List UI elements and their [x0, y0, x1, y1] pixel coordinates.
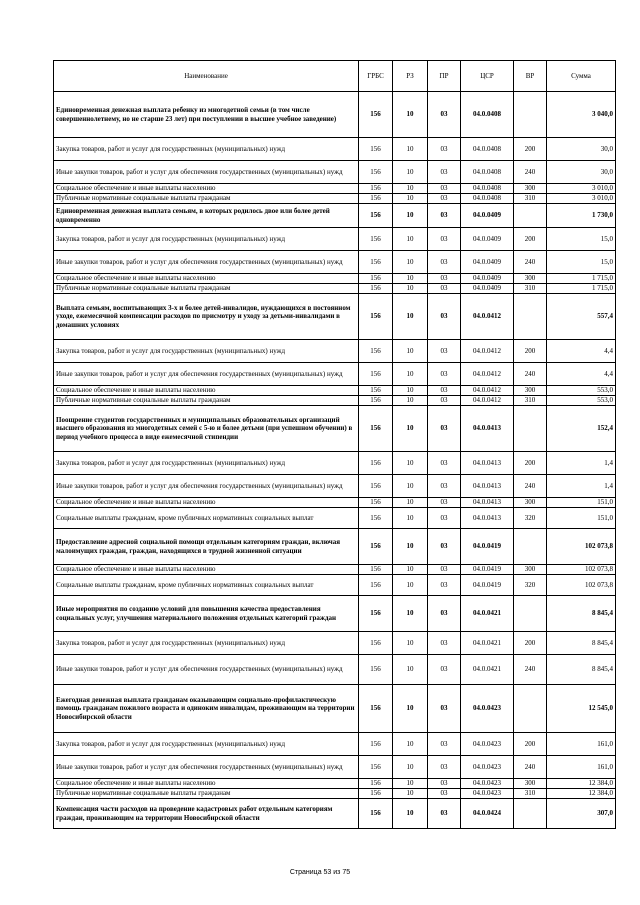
- table-row: [54, 274, 616, 284]
- cell-sum: 15,0: [547, 251, 616, 274]
- cell-sum: 30,0: [547, 161, 616, 184]
- cell-rz: 10: [393, 575, 428, 596]
- cell-csr: 04.0.0412: [461, 396, 514, 406]
- cell-grbs: 156: [359, 386, 393, 396]
- cell-csr: 04.0.0413: [461, 406, 514, 452]
- cell-name: Предоставление адресной социальной помощи отдельным категориям граждан, включая малоимущих граждан, граждан, находящихся в трудной жизненной ситуации: [54, 529, 359, 565]
- cell-csr: 04.0.0419: [461, 529, 514, 565]
- cell-pr: 03: [428, 294, 461, 340]
- cell-name: Публичные нормативные социальные выплаты гражданам: [54, 396, 359, 406]
- cell-sum: 3 040,0: [547, 92, 616, 138]
- cell-name: Закупка товаров, работ и услуг для государственных (муниципальных) нужд: [54, 228, 359, 251]
- cell-pr: 03: [428, 184, 461, 194]
- cell-csr: 04.0.0424: [461, 799, 514, 829]
- cell-rz: 10: [393, 138, 428, 161]
- cell-rz: 10: [393, 92, 428, 138]
- table-row: [54, 284, 616, 294]
- cell-vr: 310: [514, 789, 547, 799]
- table-row: [54, 184, 616, 194]
- cell-sum: 161,0: [547, 756, 616, 779]
- cell-vr: 300: [514, 386, 547, 396]
- header-name: Наименование: [54, 61, 359, 92]
- cell-rz: 10: [393, 452, 428, 475]
- cell-vr: 310: [514, 194, 547, 204]
- cell-rz: 10: [393, 655, 428, 685]
- cell-grbs: 156: [359, 340, 393, 363]
- cell-rz: 10: [393, 184, 428, 194]
- cell-name: Ежегодная денежная выплата гражданам оказывающим социально-профилактическую помощь гражданам пожилого возраста и одиноким инвалидам, проживающим на территории Новосибирской области: [54, 685, 359, 733]
- table-row: [54, 529, 616, 565]
- cell-pr: 03: [428, 396, 461, 406]
- table-row: [54, 452, 616, 475]
- cell-grbs: 156: [359, 204, 393, 228]
- cell-csr: 04.0.0408: [461, 92, 514, 138]
- cell-vr: 200: [514, 733, 547, 756]
- table-row: [54, 575, 616, 596]
- cell-pr: 03: [428, 575, 461, 596]
- cell-sum: 12 384,0: [547, 779, 616, 789]
- cell-vr: 300: [514, 274, 547, 284]
- cell-sum: 8 845,4: [547, 632, 616, 655]
- cell-sum: 12 545,0: [547, 685, 616, 733]
- cell-sum: 553,0: [547, 396, 616, 406]
- cell-grbs: 156: [359, 396, 393, 406]
- cell-rz: 10: [393, 475, 428, 498]
- cell-pr: 03: [428, 596, 461, 632]
- cell-grbs: 156: [359, 274, 393, 284]
- cell-pr: 03: [428, 789, 461, 799]
- cell-pr: 03: [428, 251, 461, 274]
- cell-rz: 10: [393, 565, 428, 575]
- cell-csr: 04.0.0419: [461, 565, 514, 575]
- cell-grbs: 156: [359, 529, 393, 565]
- cell-name: Закупка товаров, работ и услуг для государственных (муниципальных) нужд: [54, 733, 359, 756]
- table-row: [54, 294, 616, 340]
- cell-grbs: 156: [359, 284, 393, 294]
- cell-csr: 04.0.0421: [461, 596, 514, 632]
- header-vr: ВР: [514, 61, 547, 92]
- header-csr: ЦСР: [461, 61, 514, 92]
- cell-pr: 03: [428, 452, 461, 475]
- cell-rz: 10: [393, 799, 428, 829]
- table-row: [54, 565, 616, 575]
- cell-vr: 310: [514, 396, 547, 406]
- cell-sum: 12 384,0: [547, 789, 616, 799]
- cell-name: Социальное обеспечение и иные выплаты населению: [54, 274, 359, 284]
- cell-name: Единовременная денежная выплата ребенку из многодетной семьи (в том числе совершеннолетнему, но не старше 23 лет) при поступлении в высшее учебное заведение): [54, 92, 359, 138]
- header-pr: ПР: [428, 61, 461, 92]
- cell-sum: 151,0: [547, 508, 616, 529]
- table-row: [54, 92, 616, 138]
- cell-csr: 04.0.0409: [461, 228, 514, 251]
- cell-rz: 10: [393, 498, 428, 508]
- cell-rz: 10: [393, 529, 428, 565]
- cell-pr: 03: [428, 92, 461, 138]
- cell-vr: 310: [514, 284, 547, 294]
- cell-name: Закупка товаров, работ и услуг для государственных (муниципальных) нужд: [54, 452, 359, 475]
- cell-grbs: 156: [359, 228, 393, 251]
- table-row: [54, 363, 616, 386]
- table-row: [54, 779, 616, 789]
- cell-pr: 03: [428, 228, 461, 251]
- cell-name: Поощрение студентов государственных и муниципальных образовательных организаций высшего образования из многодетных семей с 5-ю и более детьми (при успешном обучении) в период учебного процесса в виде ежемесячной стипендии: [54, 406, 359, 452]
- cell-vr: [514, 406, 547, 452]
- cell-pr: 03: [428, 284, 461, 294]
- cell-rz: 10: [393, 733, 428, 756]
- cell-grbs: 156: [359, 138, 393, 161]
- cell-sum: 1,4: [547, 452, 616, 475]
- cell-csr: 04.0.0419: [461, 575, 514, 596]
- cell-csr: 04.0.0412: [461, 363, 514, 386]
- cell-name: Единовременная денежная выплата семьям, в которых родилось двое или более детей одновременно: [54, 204, 359, 228]
- table-row: [54, 340, 616, 363]
- cell-pr: 03: [428, 204, 461, 228]
- cell-rz: 10: [393, 508, 428, 529]
- table-row: [54, 161, 616, 184]
- cell-rz: 10: [393, 386, 428, 396]
- cell-sum: 8 845,4: [547, 596, 616, 632]
- cell-vr: [514, 685, 547, 733]
- cell-csr: 04.0.0423: [461, 685, 514, 733]
- cell-sum: 4,4: [547, 363, 616, 386]
- cell-vr: 300: [514, 779, 547, 789]
- cell-vr: 200: [514, 228, 547, 251]
- cell-rz: 10: [393, 340, 428, 363]
- cell-name: Иные закупки товаров, работ и услуг для обеспечения государственных (муниципальных) нужд: [54, 475, 359, 498]
- cell-vr: 200: [514, 632, 547, 655]
- budget-table: [53, 60, 616, 829]
- cell-rz: 10: [393, 228, 428, 251]
- table-row: [54, 386, 616, 396]
- cell-grbs: 156: [359, 799, 393, 829]
- cell-sum: 102 073,8: [547, 565, 616, 575]
- table-row: [54, 655, 616, 685]
- cell-name: Иные закупки товаров, работ и услуг для обеспечения государственных (муниципальных) нужд: [54, 756, 359, 779]
- cell-csr: 04.0.0421: [461, 632, 514, 655]
- cell-name: Социальные выплаты гражданам, кроме публичных нормативных социальных выплат: [54, 575, 359, 596]
- cell-grbs: 156: [359, 756, 393, 779]
- cell-pr: 03: [428, 529, 461, 565]
- cell-grbs: 156: [359, 184, 393, 194]
- cell-name: Социальное обеспечение и иные выплаты населению: [54, 386, 359, 396]
- page-footer: Страница 53 из 75: [289, 869, 351, 876]
- cell-grbs: 156: [359, 789, 393, 799]
- cell-sum: 161,0: [547, 733, 616, 756]
- cell-vr: 240: [514, 161, 547, 184]
- cell-name: Закупка товаров, работ и услуг для государственных (муниципальных) нужд: [54, 138, 359, 161]
- table-row: [54, 498, 616, 508]
- cell-csr: 04.0.0413: [461, 475, 514, 498]
- cell-csr: 04.0.0423: [461, 756, 514, 779]
- cell-name: Публичные нормативные социальные выплаты гражданам: [54, 789, 359, 799]
- table-row: [54, 475, 616, 498]
- cell-rz: 10: [393, 396, 428, 406]
- cell-name: Социальное обеспечение и иные выплаты населению: [54, 565, 359, 575]
- cell-pr: 03: [428, 363, 461, 386]
- cell-vr: [514, 799, 547, 829]
- cell-vr: 240: [514, 363, 547, 386]
- table-row: [54, 228, 616, 251]
- cell-vr: 300: [514, 184, 547, 194]
- table-row: [54, 508, 616, 529]
- cell-rz: 10: [393, 161, 428, 184]
- cell-sum: 1 730,0: [547, 204, 616, 228]
- header-rz: РЗ: [393, 61, 428, 92]
- cell-name: Выплата семьям, воспитывающих 3-х и более детей-инвалидов, нуждающихся в постоянном уходе, ежемесячной компенсации расходов по присмотру и уходу за детьми-инвалидами в домашних условиях: [54, 294, 359, 340]
- cell-vr: [514, 204, 547, 228]
- cell-grbs: 156: [359, 565, 393, 575]
- cell-rz: 10: [393, 756, 428, 779]
- cell-rz: 10: [393, 789, 428, 799]
- cell-pr: 03: [428, 161, 461, 184]
- cell-vr: 200: [514, 340, 547, 363]
- cell-rz: 10: [393, 406, 428, 452]
- cell-vr: 320: [514, 508, 547, 529]
- cell-grbs: 156: [359, 161, 393, 184]
- cell-csr: 04.0.0423: [461, 733, 514, 756]
- cell-name: Иные закупки товаров, работ и услуг для обеспечения государственных (муниципальных) нужд: [54, 161, 359, 184]
- cell-sum: 1 715,0: [547, 274, 616, 284]
- cell-rz: 10: [393, 294, 428, 340]
- cell-grbs: 156: [359, 406, 393, 452]
- cell-grbs: 156: [359, 655, 393, 685]
- cell-rz: 10: [393, 685, 428, 733]
- table-row: [54, 194, 616, 204]
- cell-rz: 10: [393, 632, 428, 655]
- cell-vr: 240: [514, 655, 547, 685]
- cell-pr: 03: [428, 194, 461, 204]
- cell-pr: 03: [428, 565, 461, 575]
- cell-name: Социальные выплаты гражданам, кроме публичных нормативных социальных выплат: [54, 508, 359, 529]
- table-row: [54, 406, 616, 452]
- table-row: [54, 138, 616, 161]
- cell-csr: 04.0.0412: [461, 340, 514, 363]
- cell-name: Социальное обеспечение и иные выплаты населению: [54, 498, 359, 508]
- cell-vr: 240: [514, 756, 547, 779]
- cell-sum: 4,4: [547, 340, 616, 363]
- cell-vr: 200: [514, 452, 547, 475]
- cell-vr: 320: [514, 575, 547, 596]
- cell-sum: 557,4: [547, 294, 616, 340]
- cell-vr: 300: [514, 498, 547, 508]
- cell-pr: 03: [428, 632, 461, 655]
- cell-pr: 03: [428, 340, 461, 363]
- cell-csr: 04.0.0409: [461, 251, 514, 274]
- cell-vr: 200: [514, 138, 547, 161]
- cell-grbs: 156: [359, 632, 393, 655]
- cell-csr: 04.0.0408: [461, 138, 514, 161]
- cell-csr: 04.0.0413: [461, 508, 514, 529]
- cell-name: Закупка товаров, работ и услуг для государственных (муниципальных) нужд: [54, 632, 359, 655]
- cell-name: Иные мероприятия по созданию условий для повышения качества предоставления социальных услуг, улучшения материального положения отдельных категорий граждан: [54, 596, 359, 632]
- cell-vr: [514, 92, 547, 138]
- cell-pr: 03: [428, 138, 461, 161]
- cell-pr: 03: [428, 386, 461, 396]
- cell-grbs: 156: [359, 498, 393, 508]
- cell-pr: 03: [428, 498, 461, 508]
- cell-csr: 04.0.0413: [461, 452, 514, 475]
- cell-vr: 300: [514, 565, 547, 575]
- cell-csr: 04.0.0421: [461, 655, 514, 685]
- cell-sum: 30,0: [547, 138, 616, 161]
- cell-csr: 04.0.0408: [461, 161, 514, 184]
- table-row: [54, 632, 616, 655]
- cell-csr: 04.0.0408: [461, 194, 514, 204]
- cell-csr: 04.0.0409: [461, 274, 514, 284]
- cell-sum: 307,0: [547, 799, 616, 829]
- cell-pr: 03: [428, 733, 461, 756]
- table-header-row: [54, 61, 616, 92]
- cell-sum: 3 010,0: [547, 194, 616, 204]
- cell-grbs: 156: [359, 685, 393, 733]
- cell-rz: 10: [393, 251, 428, 274]
- cell-sum: 8 845,4: [547, 655, 616, 685]
- cell-rz: 10: [393, 274, 428, 284]
- cell-name: Компенсация части расходов на проведение кадастровых работ отдельным категориям граждан, проживающим на территории Новосибирской области: [54, 799, 359, 829]
- cell-grbs: 156: [359, 475, 393, 498]
- cell-csr: 04.0.0409: [461, 204, 514, 228]
- table-row: [54, 756, 616, 779]
- cell-sum: 1,4: [547, 475, 616, 498]
- table-row: [54, 685, 616, 733]
- cell-grbs: 156: [359, 363, 393, 386]
- cell-vr: [514, 596, 547, 632]
- cell-csr: 04.0.0423: [461, 789, 514, 799]
- cell-pr: 03: [428, 779, 461, 789]
- cell-sum: 102 073,8: [547, 575, 616, 596]
- cell-grbs: 156: [359, 575, 393, 596]
- cell-vr: 240: [514, 251, 547, 274]
- cell-grbs: 156: [359, 294, 393, 340]
- cell-grbs: 156: [359, 194, 393, 204]
- table-row: [54, 789, 616, 799]
- table-row: [54, 799, 616, 829]
- cell-pr: 03: [428, 685, 461, 733]
- cell-vr: [514, 294, 547, 340]
- cell-pr: 03: [428, 655, 461, 685]
- cell-grbs: 156: [359, 92, 393, 138]
- cell-pr: 03: [428, 274, 461, 284]
- cell-grbs: 156: [359, 508, 393, 529]
- cell-name: Иные закупки товаров, работ и услуг для обеспечения государственных (муниципальных) нужд: [54, 655, 359, 685]
- cell-rz: 10: [393, 204, 428, 228]
- cell-rz: 10: [393, 596, 428, 632]
- cell-sum: 1 715,0: [547, 284, 616, 294]
- cell-rz: 10: [393, 779, 428, 789]
- cell-name: Закупка товаров, работ и услуг для государственных (муниципальных) нужд: [54, 340, 359, 363]
- cell-csr: 04.0.0412: [461, 386, 514, 396]
- cell-csr: 04.0.0413: [461, 498, 514, 508]
- table-row: [54, 733, 616, 756]
- cell-sum: 151,0: [547, 498, 616, 508]
- cell-csr: 04.0.0409: [461, 284, 514, 294]
- cell-name: Иные закупки товаров, работ и услуг для обеспечения государственных (муниципальных) нужд: [54, 363, 359, 386]
- cell-pr: 03: [428, 756, 461, 779]
- cell-name: Публичные нормативные социальные выплаты гражданам: [54, 284, 359, 294]
- cell-rz: 10: [393, 284, 428, 294]
- cell-rz: 10: [393, 363, 428, 386]
- cell-csr: 04.0.0412: [461, 294, 514, 340]
- cell-grbs: 156: [359, 596, 393, 632]
- cell-sum: 553,0: [547, 386, 616, 396]
- cell-csr: 04.0.0408: [461, 184, 514, 194]
- table-row: [54, 396, 616, 406]
- header-grbs: ГРБС: [359, 61, 393, 92]
- cell-vr: 240: [514, 475, 547, 498]
- cell-grbs: 156: [359, 733, 393, 756]
- cell-name: Социальное обеспечение и иные выплаты населению: [54, 779, 359, 789]
- cell-pr: 03: [428, 406, 461, 452]
- header-sum: Сумма: [547, 61, 616, 92]
- cell-csr: 04.0.0423: [461, 779, 514, 789]
- cell-name: Социальное обеспечение и иные выплаты населению: [54, 184, 359, 194]
- cell-grbs: 156: [359, 251, 393, 274]
- cell-vr: [514, 529, 547, 565]
- cell-name: Иные закупки товаров, работ и услуг для обеспечения государственных (муниципальных) нужд: [54, 251, 359, 274]
- table-body: [54, 92, 616, 829]
- cell-name: Публичные нормативные социальные выплаты гражданам: [54, 194, 359, 204]
- cell-sum: 102 073,8: [547, 529, 616, 565]
- cell-pr: 03: [428, 475, 461, 498]
- table-row: [54, 204, 616, 228]
- cell-grbs: 156: [359, 452, 393, 475]
- cell-rz: 10: [393, 194, 428, 204]
- table-row: [54, 251, 616, 274]
- cell-pr: 03: [428, 508, 461, 529]
- cell-grbs: 156: [359, 779, 393, 789]
- cell-sum: 3 010,0: [547, 184, 616, 194]
- cell-sum: 15,0: [547, 228, 616, 251]
- cell-pr: 03: [428, 799, 461, 829]
- table-row: [54, 596, 616, 632]
- cell-sum: 152,4: [547, 406, 616, 452]
